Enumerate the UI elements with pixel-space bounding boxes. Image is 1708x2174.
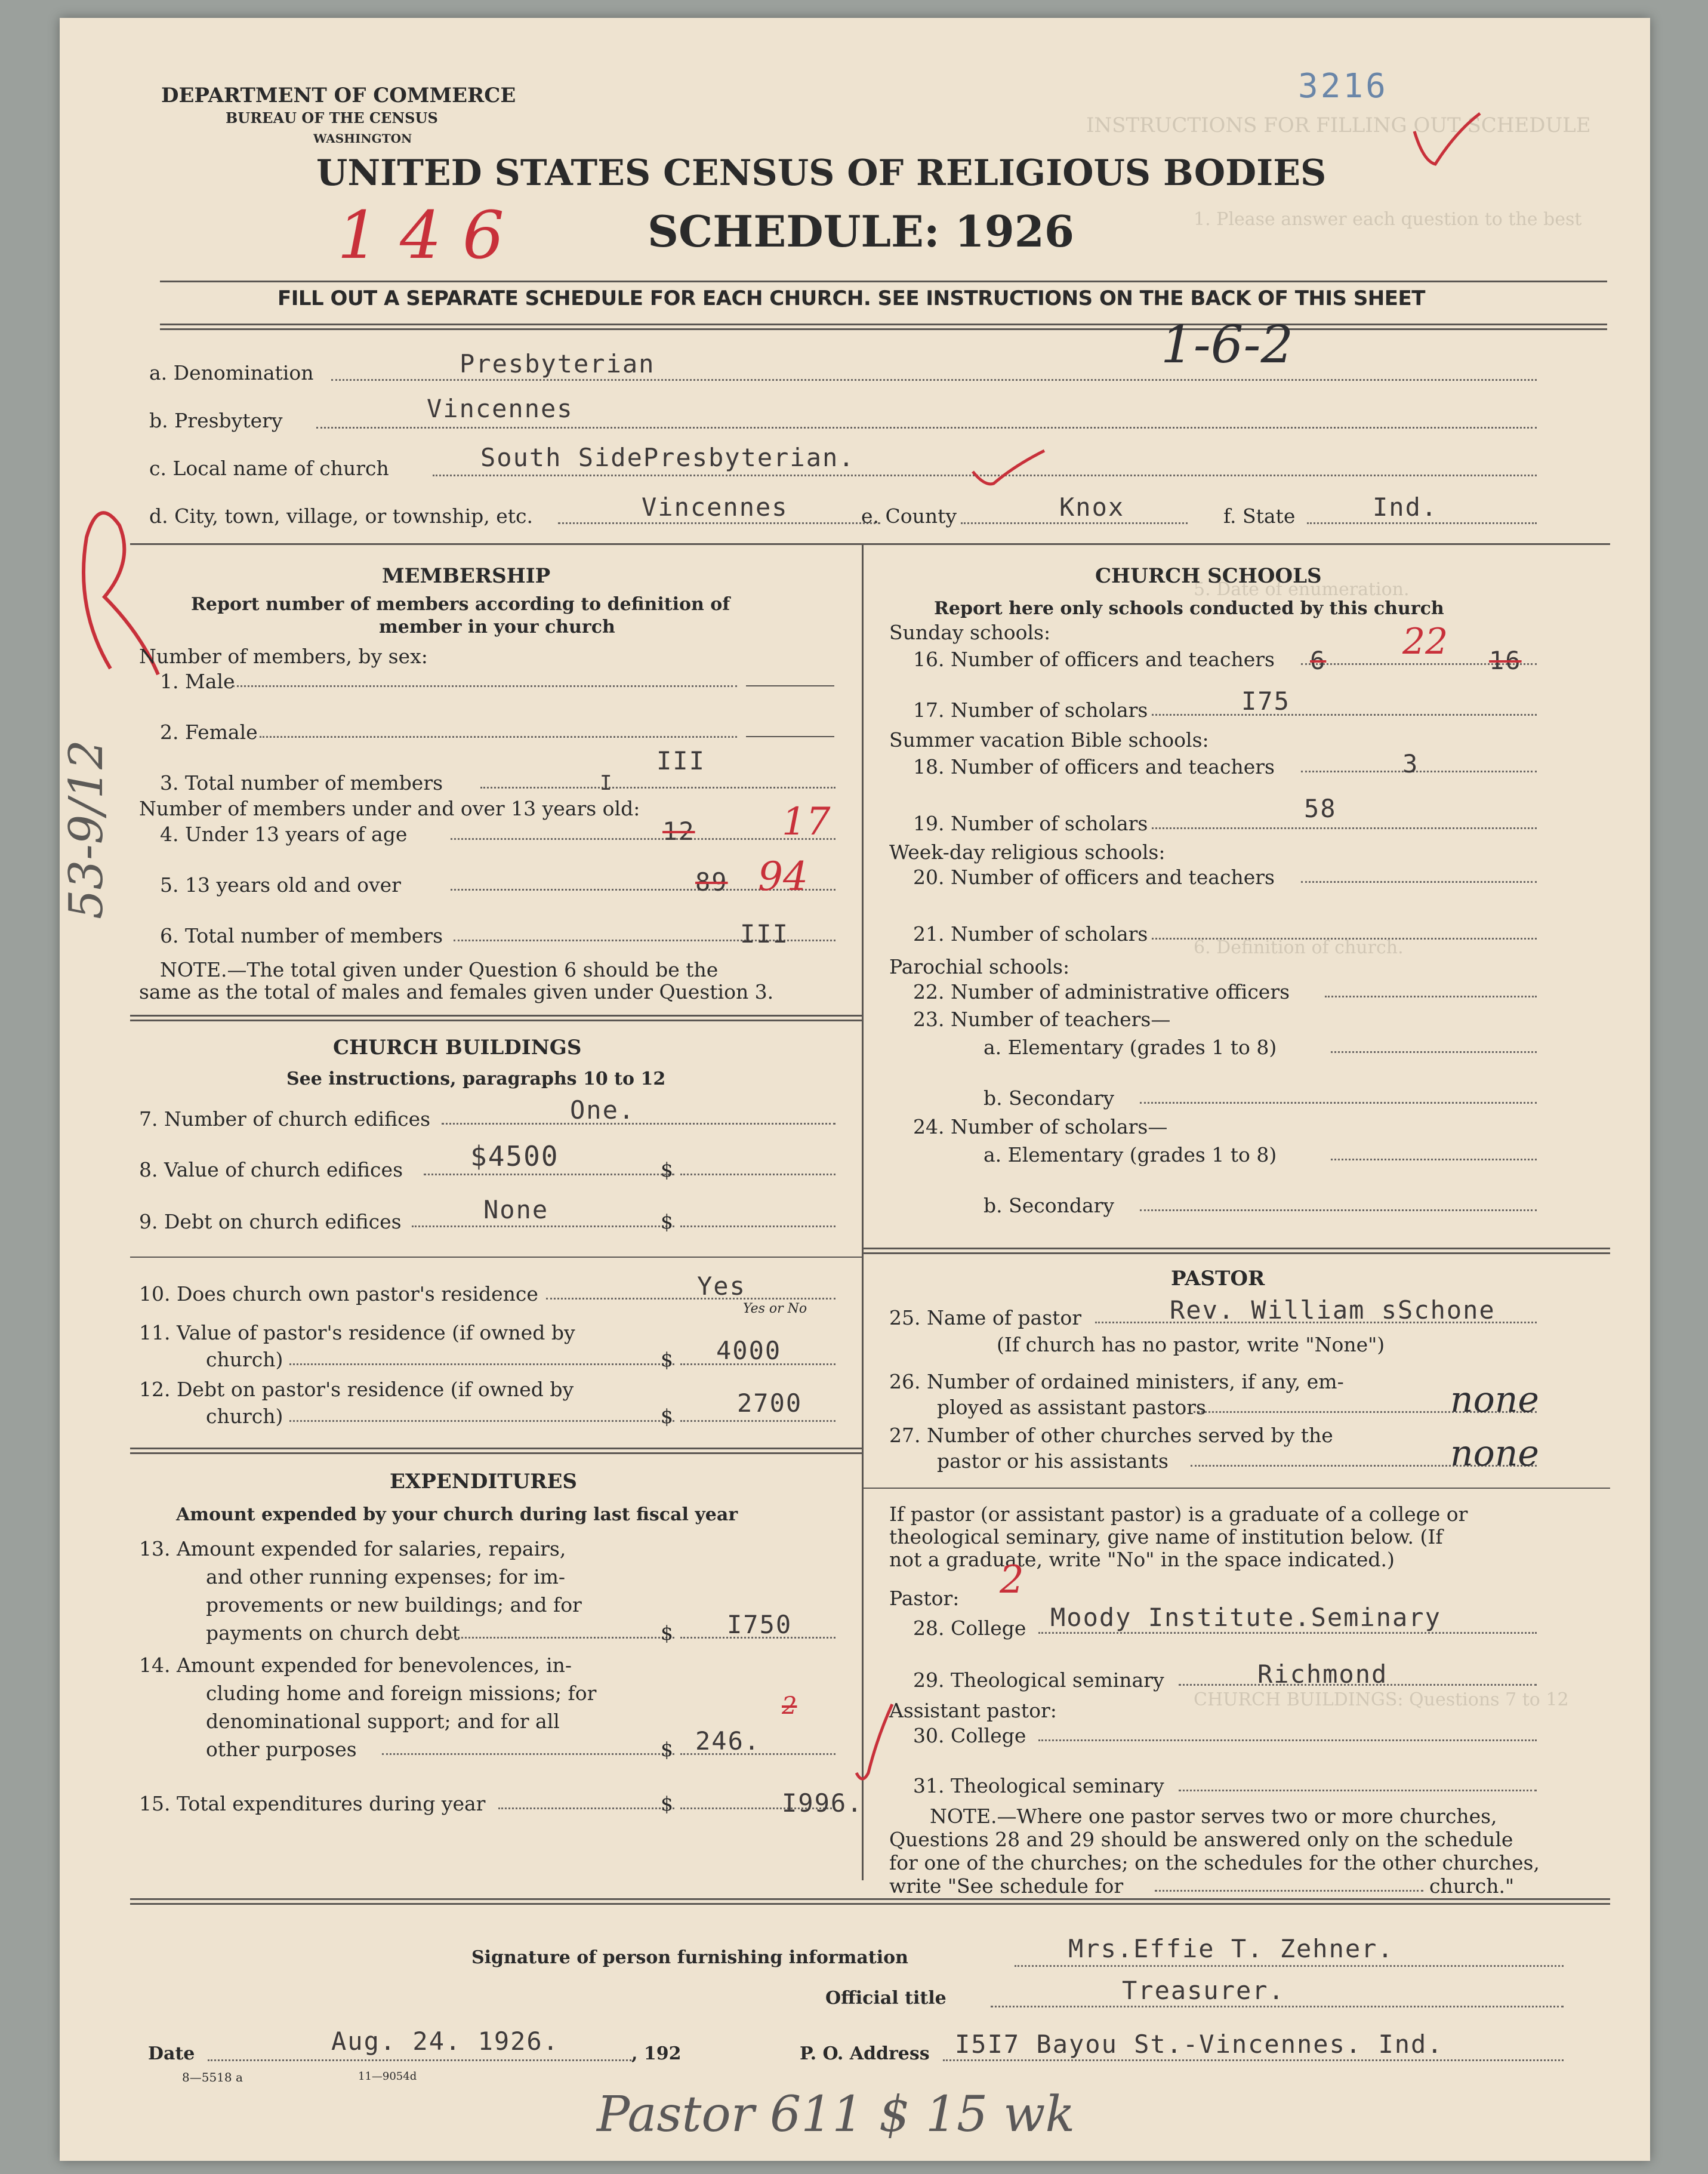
red-pastor-mark: 2 [1000, 1558, 1024, 1602]
form-title: UNITED STATES CENSUS OF RELIGIOUS BODIES [316, 152, 1327, 194]
q13-label: payments on church debt [206, 1621, 460, 1645]
dotted-line [1038, 1632, 1537, 1634]
q24-label: 24. Number of scholars— [913, 1115, 1168, 1138]
q25-value: Rev. William sSchone [1170, 1295, 1496, 1325]
q14-label: 14. Amount expended for benevolences, in- [139, 1653, 572, 1677]
q21-label: 21. Number of scholars [913, 922, 1148, 946]
q26-label: 26. Number of ordained ministers, if any, em- [889, 1370, 1344, 1393]
handwritten-pastor-note: Pastor 611 $ 15 wk [597, 2086, 1075, 2143]
dollar-sign: $ [661, 1621, 673, 1645]
dotted-line [382, 1753, 674, 1755]
answer-line [746, 736, 834, 737]
assistant-sub-label: Assistant pastor: [889, 1699, 1057, 1722]
dotted-line [1140, 1102, 1537, 1104]
dotted-line [1152, 714, 1537, 716]
red-check-mark [967, 448, 1050, 489]
schools-heading: CHURCH SCHOOLS [1095, 564, 1322, 588]
address-value: I5I7 Bayou St.-Vincennes. Ind. [955, 2030, 1444, 2059]
q8-label: 8. Value of church edifices [139, 1158, 403, 1181]
pastor-note: for one of the churches; on the schedules for the other churches, [889, 1851, 1540, 1874]
answer-line [746, 685, 834, 686]
dotted-line [331, 379, 1537, 381]
rule [130, 1015, 862, 1017]
q3-label: 3. Total number of members [160, 771, 443, 795]
q27-value: none [1450, 1433, 1539, 1474]
rule [130, 1898, 1610, 1900]
dotted-line [442, 1123, 835, 1125]
q13-label: 13. Amount expended for salaries, repairs, [139, 1537, 566, 1560]
q4-correction: 17 [782, 800, 831, 844]
q3-value: III [656, 746, 705, 775]
expenditures-sub: Amount expended by your church during last fiscal year [176, 1504, 738, 1525]
dotted-line [289, 1363, 674, 1365]
q7-label: 7. Number of church edifices [139, 1107, 431, 1131]
q22-label: 22. Number of administrative officers [913, 980, 1290, 1003]
q10-label: 10. Does church own pastor's residence [139, 1282, 538, 1305]
dotted-line [1015, 1965, 1564, 1967]
city-value: Vincennes [642, 492, 788, 522]
red-check-mark [1408, 107, 1486, 173]
q18-label: 18. Number of officers and teachers [913, 755, 1275, 778]
dotted-line [1301, 771, 1537, 772]
q13-label: provements or new buildings; and for [206, 1593, 582, 1616]
date-label: Date [148, 2043, 195, 2064]
age-label: Number of members under and over 13 years old: [139, 797, 640, 820]
pastor-note: NOTE.—Where one pastor serves two or more churches, [930, 1805, 1497, 1828]
rule [130, 1020, 862, 1021]
q17-label: 17. Number of scholars [913, 698, 1148, 722]
membership-intro: Report number of members according to definition of [191, 594, 730, 615]
weekday-schools-label: Week-day religious schools: [889, 840, 1166, 864]
bureau-name: BUREAU OF THE CENSUS [226, 109, 438, 127]
dotted-line [558, 522, 880, 524]
rule [130, 1448, 862, 1449]
q28-label: 28. College [913, 1616, 1026, 1640]
city-label: d. City, town, village, or township, etc. [149, 504, 534, 528]
q24a-label: a. Elementary (grades 1 to 8) [984, 1143, 1277, 1166]
q16-value-b: 16 [1489, 646, 1522, 675]
q23a-label: a. Elementary (grades 1 to 8) [984, 1036, 1277, 1059]
summer-schools-label: Summer vacation Bible schools: [889, 728, 1209, 752]
dotted-line [943, 2059, 1564, 2061]
handwritten-code: 1 4 6 [337, 197, 504, 273]
signature-label: Signature of person furnishing information [471, 1947, 908, 1968]
dotted-line [1301, 881, 1537, 883]
buildings-heading: CHURCH BUILDINGS [333, 1036, 582, 1060]
dotted-line [1307, 522, 1537, 524]
q16-label: 16. Number of officers and teachers [913, 648, 1275, 671]
pastor-note: church." [1429, 1874, 1515, 1898]
dotted-line [1325, 996, 1537, 997]
q26-value: none [1450, 1379, 1539, 1421]
bleed-through-text: CHURCH BUILDINGS: Questions 7 to 12 [1194, 1689, 1569, 1710]
red-strike-mark: 2 [782, 1692, 797, 1720]
dotted-line [451, 838, 835, 840]
dotted-line [961, 522, 1188, 524]
pastor-heading: PASTOR [1171, 1267, 1265, 1291]
column-divider [862, 543, 864, 1880]
state-label: f. State [1223, 504, 1296, 528]
q25-hint: (If church has no pastor, write "None") [997, 1333, 1385, 1356]
dotted-line [1152, 938, 1537, 940]
rule [862, 1252, 1610, 1254]
rule [160, 328, 1607, 330]
address-label: P. O. Address [800, 2043, 930, 2064]
membership-note: NOTE.—The total given under Question 6 should be the [160, 958, 719, 981]
q19-label: 19. Number of scholars [913, 812, 1148, 835]
parochial-schools-label: Parochial schools: [889, 955, 1070, 978]
census-schedule-sheet [60, 18, 1650, 2161]
dotted-line [498, 1807, 674, 1809]
q31-label: 31. Theological seminary [913, 1774, 1164, 1797]
dotted-line [680, 1174, 835, 1175]
q10-hint: Yes or No [743, 1301, 807, 1316]
by-sex-label: Number of members, by sex: [139, 645, 428, 668]
q12-value: 2700 [737, 1388, 803, 1418]
bleed-through-text: 6. Definition of church. [1194, 937, 1404, 958]
q11-label: church) [206, 1348, 283, 1371]
q20-label: 20. Number of officers and teachers [913, 866, 1275, 889]
pastor-note: write "See schedule for [889, 1874, 1124, 1898]
q19-value: 58 [1304, 794, 1337, 823]
denomination-value: Presbyterian [460, 349, 655, 378]
date-value: Aug. 24. 1926. [331, 2027, 560, 2056]
rule [160, 281, 1607, 282]
q8-value: $4500 [470, 1140, 559, 1172]
buildings-sub: See instructions, paragraphs 10 to 12 [286, 1068, 666, 1089]
dotted-line [991, 2006, 1564, 2007]
print-number: 11—9054d [358, 2070, 417, 2083]
q28-value: Moody Institute.Seminary [1050, 1603, 1441, 1632]
dollar-sign: $ [661, 1158, 673, 1181]
q4-value: 12 [662, 817, 695, 846]
q9-label: 9. Debt on church edifices [139, 1210, 402, 1233]
form-number: 8—5518 a [182, 2070, 243, 2084]
q5-label: 5. 13 years old and over [160, 873, 401, 897]
q10-value: Yes [697, 1271, 746, 1301]
q4-label: 4. Under 13 years of age [160, 823, 408, 846]
q6-label: 6. Total number of members [160, 924, 443, 947]
q9-value: None [483, 1195, 549, 1224]
schools-sub: Report here only schools conducted by this church [934, 598, 1444, 619]
rule [130, 543, 1610, 545]
q27-label: 27. Number of other churches served by the [889, 1424, 1333, 1447]
q3-small-mark: I [600, 771, 613, 795]
q16-value-a: 6 [1310, 646, 1327, 675]
expenditures-heading: EXPENDITURES [390, 1470, 577, 1494]
q6-value: III [740, 919, 789, 949]
dotted-line [480, 787, 835, 789]
q24b-label: b. Secondary [984, 1194, 1115, 1217]
q2-label: 2. Female [160, 720, 258, 744]
q29-label: 29. Theological seminary [913, 1668, 1164, 1692]
membership-intro: member in your church [379, 617, 615, 638]
local-name-label: c. Local name of church [149, 457, 389, 480]
rule [130, 1903, 1610, 1905]
local-name-value: South SidePresbyterian. [480, 443, 855, 472]
dotted-line [1331, 1159, 1537, 1160]
presbytery-value: Vincennes [427, 394, 574, 423]
denomination-label: a. Denomination [149, 361, 314, 384]
dotted-line [680, 1225, 835, 1227]
rule [130, 1452, 862, 1454]
sunday-schools-label: Sunday schools: [889, 621, 1051, 644]
q30-label: 30. College [913, 1724, 1026, 1747]
dotted-line [680, 1420, 835, 1422]
bleed-through-text: 5. Date of enumeration. [1194, 579, 1410, 600]
dotted-line [546, 1298, 835, 1300]
dotted-line [1140, 1209, 1537, 1211]
q13-label: and other running expenses; for im- [206, 1565, 566, 1588]
q5-correction: 94 [758, 854, 808, 900]
bleed-through-text: INSTRUCTIONS FOR FILLING OUT SCHEDULE [1086, 113, 1591, 137]
dept-name: DEPARTMENT OF COMMERCE [161, 84, 516, 107]
official-title-label: Official title [825, 1988, 947, 2009]
dollar-sign: $ [661, 1405, 673, 1428]
dollar-sign: $ [661, 1210, 673, 1233]
rule [862, 1248, 1610, 1249]
dollar-sign: $ [661, 1348, 673, 1371]
q15-value: I996. [782, 1788, 864, 1818]
graduate-instruction: If pastor (or assistant pastor) is a graduate of a college or [889, 1502, 1468, 1526]
q15-label: 15. Total expenditures during year [139, 1792, 486, 1815]
dotted-line [289, 1420, 674, 1422]
q5-value: 89 [695, 867, 728, 897]
stamp-number: 3216 [1298, 67, 1388, 106]
q12-label: 12. Debt on pastor's residence (if owned by [139, 1378, 574, 1401]
signature-value: Mrs.Effie T. Zehner. [1068, 1934, 1394, 1963]
dotted-line [448, 1637, 674, 1639]
q14-label: denominational support; and for all [206, 1710, 560, 1733]
city-name: WASHINGTON [313, 131, 412, 146]
year-suffix: , 192 [631, 2043, 682, 2064]
rule [160, 324, 1607, 325]
q14-value: 246. [695, 1726, 761, 1756]
bleed-through-text: 1. Please answer each question to the best [1194, 209, 1582, 230]
membership-heading: MEMBERSHIP [382, 564, 551, 588]
instruction-banner: FILL OUT A SEPARATE SCHEDULE FOR EACH CHURCH. SEE INSTRUCTIONS ON THE BACK OF THIS SHEET [278, 287, 1425, 310]
dotted-line [233, 685, 737, 687]
dollar-sign: $ [661, 1738, 673, 1761]
q16-correction: 22 [1402, 621, 1448, 663]
q18-value: 3 [1402, 749, 1419, 778]
q13-value: I750 [727, 1610, 793, 1639]
handwritten-code-2: 1-6-2 [1161, 315, 1294, 375]
q26-label: ployed as assistant pastors [937, 1396, 1206, 1419]
margin-note: 53-9/12 [60, 740, 113, 919]
dotted-line [1331, 1051, 1537, 1053]
q27-label: pastor or his assistants [937, 1449, 1169, 1473]
pastor-note: Questions 28 and 29 should be answered only on the schedule [889, 1828, 1513, 1851]
membership-note: same as the total of males and females given under Question 3. [139, 980, 774, 1003]
dollar-sign: $ [661, 1792, 673, 1815]
q12-label: church) [206, 1405, 283, 1428]
official-title-value: Treasurer. [1122, 1976, 1285, 2005]
graduate-instruction: not a graduate, write "No" in the space indicated.) [889, 1548, 1395, 1571]
pastor-sub-label: Pastor: [889, 1587, 960, 1610]
q14-label: other purposes [206, 1738, 357, 1761]
rule [130, 1257, 862, 1258]
county-label: e. County [861, 504, 957, 528]
dotted-line [1179, 1790, 1537, 1791]
dotted-line [1155, 1890, 1423, 1892]
q29-value: Richmond [1257, 1659, 1388, 1689]
dotted-line [412, 1225, 674, 1227]
dotted-line [208, 2059, 631, 2061]
q1-label: 1. Male [160, 670, 235, 693]
dotted-line [260, 736, 737, 738]
q11-value: 4000 [716, 1336, 782, 1365]
schedule-year: SCHEDULE: 1926 [648, 206, 1074, 257]
q25-label: 25. Name of pastor [889, 1306, 1082, 1329]
dotted-line [1038, 1739, 1537, 1741]
state-value: Ind. [1373, 492, 1438, 522]
county-value: Knox [1059, 492, 1125, 522]
rule [862, 1488, 1610, 1489]
presbytery-label: b. Presbytery [149, 409, 283, 432]
graduate-instruction: theological seminary, give name of institution below. (If [889, 1525, 1443, 1548]
q23b-label: b. Secondary [984, 1086, 1115, 1110]
q11-label: 11. Value of pastor's residence (if owned by [139, 1321, 575, 1344]
q7-value: One. [570, 1095, 636, 1125]
dotted-line [424, 1174, 674, 1175]
q23-label: 23. Number of teachers— [913, 1008, 1171, 1031]
dotted-line [1152, 827, 1537, 829]
q17-value: I75 [1241, 686, 1290, 716]
q14-label: cluding home and foreign missions; for [206, 1682, 597, 1705]
dotted-line [316, 427, 1537, 429]
